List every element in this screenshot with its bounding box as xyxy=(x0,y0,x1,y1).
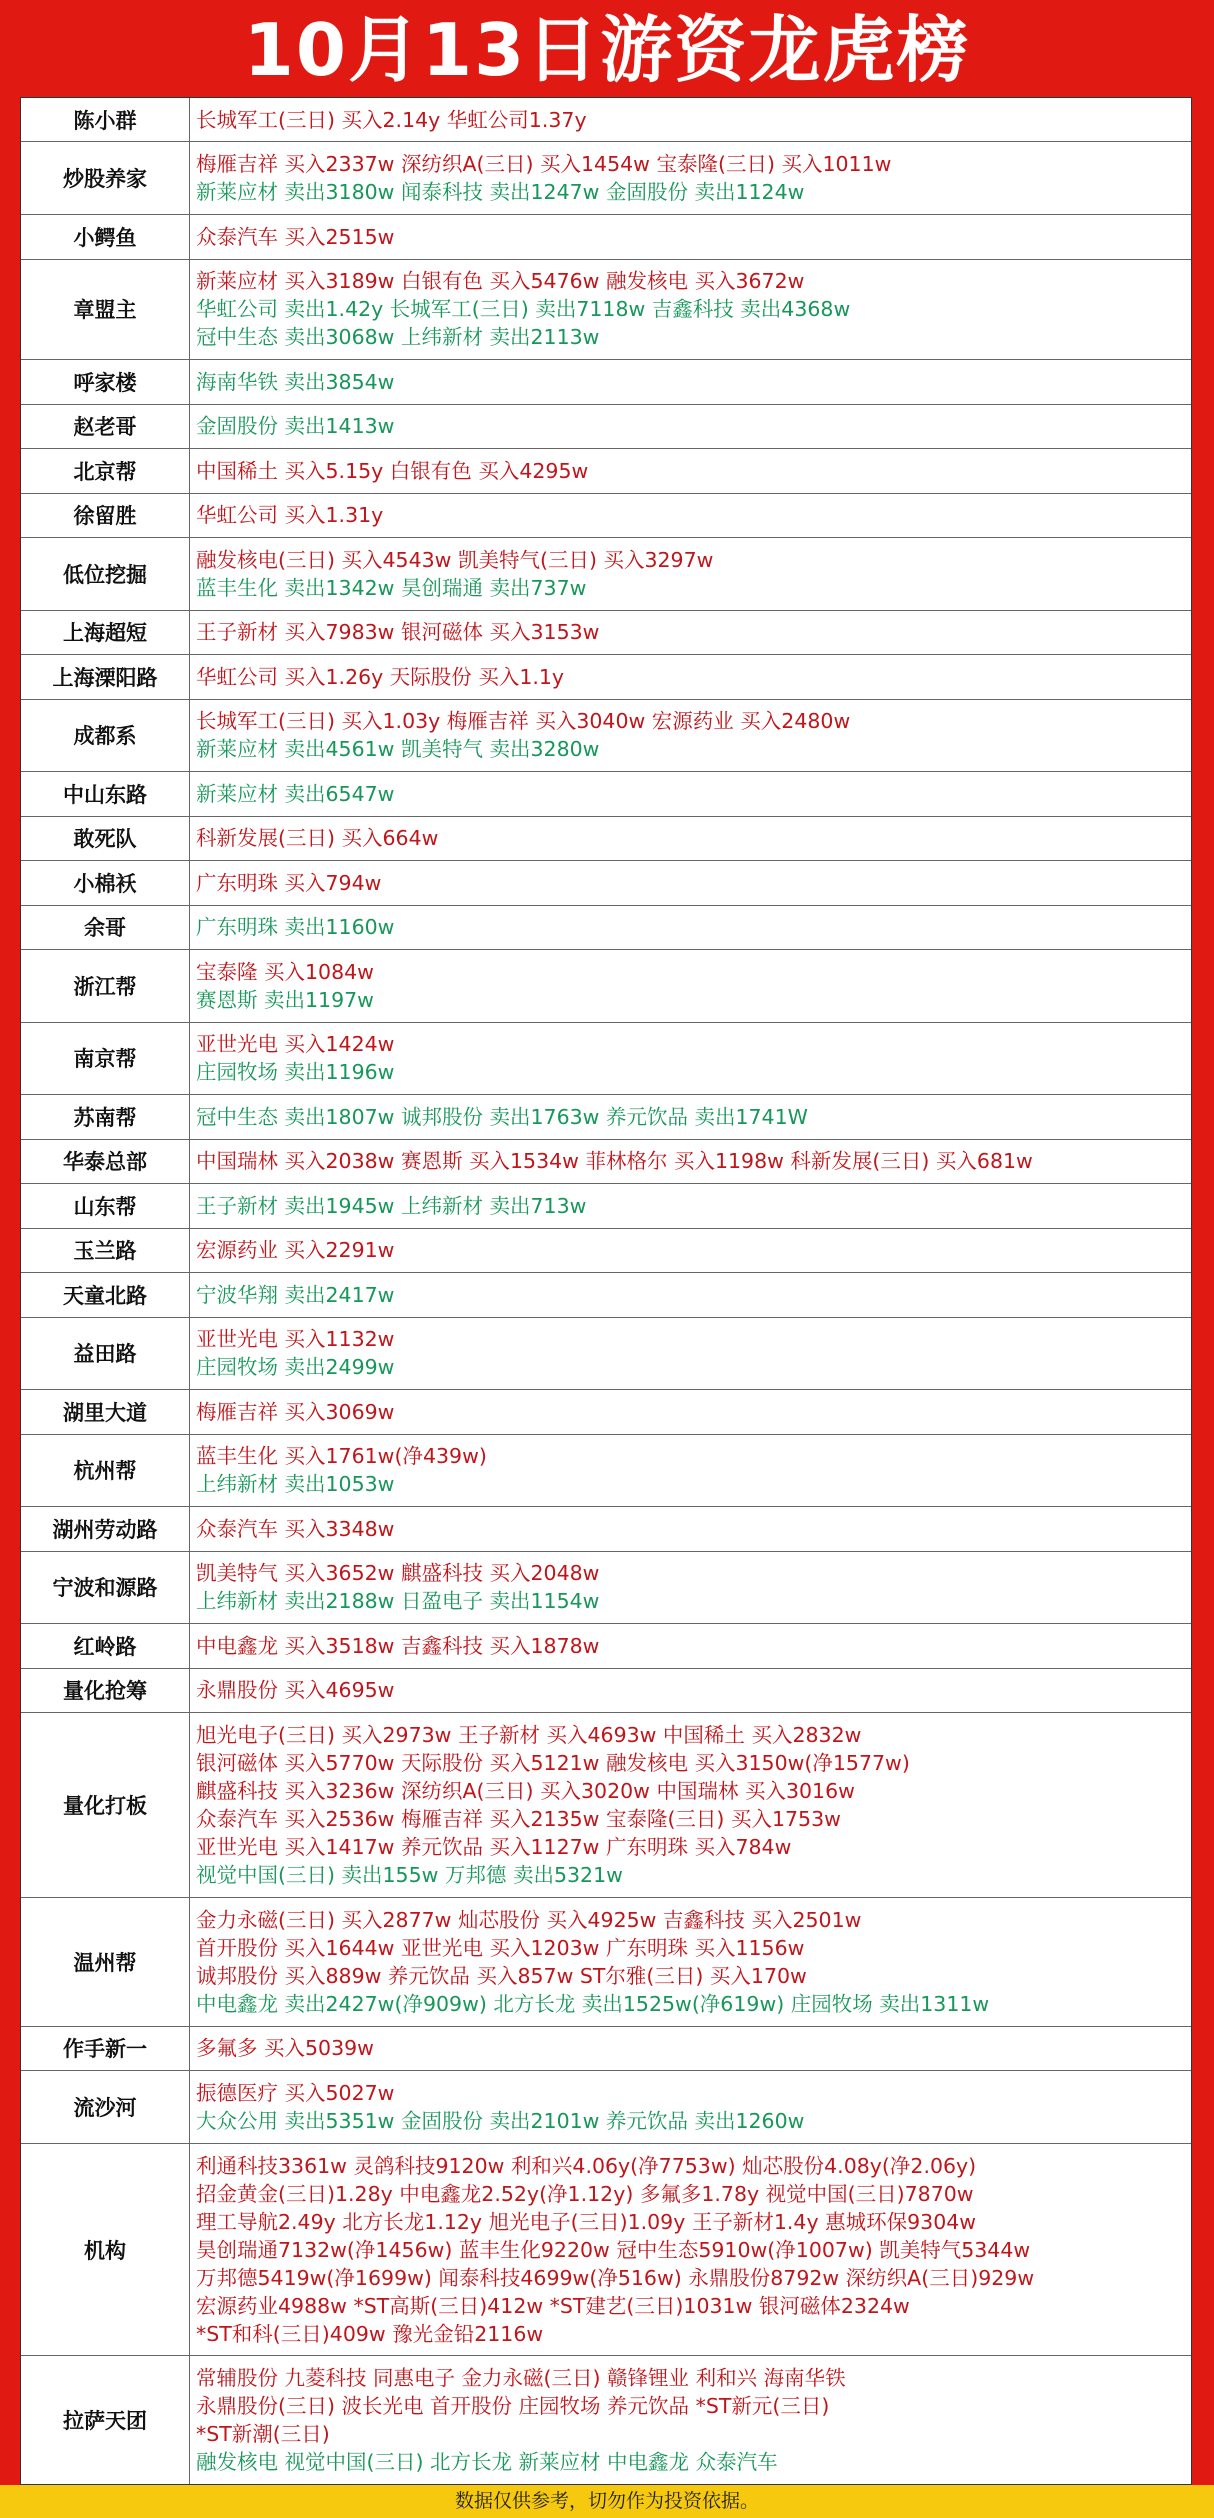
trader-name: 温州帮 xyxy=(21,1898,190,2026)
trade-list xyxy=(190,1140,1191,1183)
trader-name: 小鳄鱼 xyxy=(21,215,190,258)
table-row xyxy=(21,98,1191,142)
buy-record: 广东明珠 买入794w xyxy=(196,870,382,895)
trader-name: 呼家楼 xyxy=(21,360,190,403)
trade-list xyxy=(190,817,1191,860)
table-row xyxy=(21,1318,1191,1391)
disclaimer-footer: 数据仅供参考，切勿作为投资依据。 xyxy=(0,2485,1214,2518)
trader-name: 章盟主 xyxy=(21,260,190,360)
trader-name: 作手新一 xyxy=(21,2027,190,2070)
sell-record: 上纬新材 卖出1053w xyxy=(196,1472,395,1497)
table-row xyxy=(21,142,1191,215)
sell-record: 王子新材 卖出1945w 上纬新材 卖出713w xyxy=(196,1193,587,1218)
sell-record: 蓝丰生化 卖出1342w 昊创瑞通 卖出737w xyxy=(196,575,587,600)
trade-list xyxy=(190,1507,1191,1550)
buy-record: 华虹公司 买入1.31y xyxy=(196,503,384,528)
buy-record: 凯美特气 买入3652w 麒盛科技 买入2048w xyxy=(196,1561,600,1586)
trader-name: 山东帮 xyxy=(21,1184,190,1227)
sell-record: 融发核电 视觉中国(三日) 北方长龙 新莱应材 中电鑫龙 众泰汽车 xyxy=(196,2450,778,2475)
trader-name: 玉兰路 xyxy=(21,1229,190,1272)
trade-list xyxy=(190,1669,1191,1712)
buy-record: *ST和科(三日)409w 豫光金铅2116w xyxy=(196,2321,544,2346)
buy-record: 银河磁体 买入5770w 天际股份 买入5121w 融发核电 买入3150w(净1577w) xyxy=(196,1751,910,1776)
sell-record: 赛恩斯 卖出1197w xyxy=(196,987,374,1012)
table-row xyxy=(21,2144,1191,2357)
table-row xyxy=(21,1507,1191,1551)
buy-record: 宏源药业 买入2291w xyxy=(196,1238,395,1263)
trader-name: 北京帮 xyxy=(21,449,190,492)
sell-record: 庄园牧场 卖出2499w xyxy=(196,1355,395,1380)
trade-list xyxy=(190,98,1191,141)
sell-record: 中电鑫龙 卖出2427w(净909w) 北方长龙 卖出1525w(净619w) 庄园牧场 卖出1311w xyxy=(196,1991,990,2016)
buy-record: 新莱应材 买入3189w 白银有色 买入5476w 融发核电 买入3672w xyxy=(196,269,805,294)
trade-list xyxy=(190,2356,1191,2484)
buy-record: 亚世光电 买入1417w 养元饮品 买入1127w 广东明珠 买入784w xyxy=(196,1835,792,1860)
trade-list xyxy=(190,2144,1191,2356)
trade-list xyxy=(190,1898,1191,2026)
sell-record: 金固股份 卖出1413w xyxy=(196,414,395,439)
buy-record: 旭光电子(三日) 买入2973w 王子新材 买入4693w 中国稀土 买入2832w xyxy=(196,1723,862,1748)
buy-record: 诚邦股份 买入889w 养元饮品 买入857w ST尔雅(三日) 买入170w xyxy=(196,1963,807,1988)
buy-record: 中国瑞林 买入2038w 赛恩斯 买入1534w 菲林格尔 买入1198w 科新发展(三日) 买入681w xyxy=(196,1149,1033,1174)
buy-record: 首开股份 买入1644w 亚世光电 买入1203w 广东明珠 买入1156w xyxy=(196,1935,805,1960)
buy-record: 梅雁吉祥 买入2337w 深纺织A(三日) 买入1454w 宝泰隆(三日) 买入1011w xyxy=(196,152,892,177)
sell-record: 新莱应材 卖出4561w 凯美特气 卖出3280w xyxy=(196,737,600,762)
buy-record: 宏源药业4988w *ST高斯(三日)412w *ST建艺(三日)1031w 银河磁体2324w xyxy=(196,2293,910,2318)
trader-name: 红岭路 xyxy=(21,1624,190,1667)
sell-record: 视觉中国(三日) 卖出155w 万邦德 卖出5321w xyxy=(196,1863,623,1888)
trader-name: 成都系 xyxy=(21,700,190,772)
table-row xyxy=(21,1669,1191,1713)
buy-record: 华虹公司 买入1.26y 天际股份 买入1.1y xyxy=(196,664,565,689)
buy-record: 常辅股份 九菱科技 同惠电子 金力永磁(三日) 赣锋锂业 利和兴 海南华铁 xyxy=(196,2366,846,2391)
trade-list xyxy=(190,611,1191,654)
trade-list xyxy=(190,1023,1191,1095)
trade-list xyxy=(190,700,1191,772)
trader-name: 宁波和源路 xyxy=(21,1552,190,1624)
trade-list xyxy=(190,861,1191,904)
sell-record: 新莱应材 卖出3180w 闻泰科技 卖出1247w 金固股份 卖出1124w xyxy=(196,180,805,205)
buy-record: 中国稀土 买入5.15y 白银有色 买入4295w xyxy=(196,458,589,483)
buy-record: 中电鑫龙 买入3518w 吉鑫科技 买入1878w xyxy=(196,1633,600,1658)
buy-record: 融发核电(三日) 买入4543w 凯美特气(三日) 买入3297w xyxy=(196,547,714,572)
buy-record: 众泰汽车 买入3348w xyxy=(196,1516,395,1541)
sell-record: 宁波华翔 卖出2417w xyxy=(196,1282,395,1307)
trader-name: 陈小群 xyxy=(21,98,190,141)
table-row xyxy=(21,494,1191,538)
trader-name: 余哥 xyxy=(21,906,190,949)
trader-name: 上海溧阳路 xyxy=(21,655,190,698)
trade-list xyxy=(190,494,1191,537)
trade-list xyxy=(190,1184,1191,1227)
buy-record: 亚世光电 买入1132w xyxy=(196,1327,395,1352)
buy-record: 麒盛科技 买入3236w 深纺织A(三日) 买入3020w 中国瑞林 买入3016w xyxy=(196,1779,855,1804)
table-row xyxy=(21,1184,1191,1228)
table-row xyxy=(21,950,1191,1023)
trader-name: 益田路 xyxy=(21,1318,190,1390)
buy-record: 蓝丰生化 买入1761w(净439w) xyxy=(196,1444,487,1469)
trader-name: 炒股养家 xyxy=(21,142,190,214)
trader-name: 机构 xyxy=(21,2144,190,2356)
trader-name: 华泰总部 xyxy=(21,1140,190,1183)
dragon-tiger-table xyxy=(20,97,1192,2485)
sell-record: 大众公用 卖出5351w 金固股份 卖出2101w 养元饮品 卖出1260w xyxy=(196,2108,805,2133)
trade-list xyxy=(190,906,1191,949)
trade-list xyxy=(190,449,1191,492)
buy-record: 众泰汽车 买入2515w xyxy=(196,224,395,249)
sell-record: 上纬新材 卖出2188w 日盈电子 卖出1154w xyxy=(196,1589,600,1614)
trade-list xyxy=(190,1435,1191,1507)
table-row xyxy=(21,2356,1191,2484)
table-row xyxy=(21,1023,1191,1096)
table-row xyxy=(21,1624,1191,1668)
trade-list xyxy=(190,1318,1191,1390)
buy-record: 长城军工(三日) 买入2.14y 华虹公司1.37y xyxy=(196,107,587,132)
trade-list xyxy=(190,215,1191,258)
trader-name: 南京帮 xyxy=(21,1023,190,1095)
buy-record: 永鼎股份 买入4695w xyxy=(196,1678,395,1703)
trade-list xyxy=(190,950,1191,1022)
table-row xyxy=(21,1552,1191,1625)
table-row xyxy=(21,2027,1191,2071)
table-row xyxy=(21,215,1191,259)
sell-record: 新莱应材 卖出6547w xyxy=(196,781,395,806)
trade-list xyxy=(190,360,1191,403)
buy-record: 永鼎股份(三日) 波长光电 首开股份 庄园牧场 养元饮品 *ST新元(三日) xyxy=(196,2394,830,2419)
buy-record: 招金黄金(三日)1.28y 中电鑫龙2.52y(净1.12y) 多氟多1.78y 视觉中国(三日)7870w xyxy=(196,2181,974,2206)
buy-record: 理工导航2.49y 北方长龙1.12y 旭光电子(三日)1.09y 王子新材1.4y 惠城环保9304w xyxy=(196,2209,977,2234)
buy-record: 梅雁吉祥 买入3069w xyxy=(196,1399,395,1424)
table-row xyxy=(21,360,1191,404)
trade-list xyxy=(190,538,1191,610)
buy-record: *ST新潮(三日) xyxy=(196,2422,330,2447)
trader-name: 上海超短 xyxy=(21,611,190,654)
trade-list xyxy=(190,1552,1191,1624)
trader-name: 湖里大道 xyxy=(21,1390,190,1433)
table-row xyxy=(21,1435,1191,1508)
table-row xyxy=(21,861,1191,905)
trade-list xyxy=(190,2071,1191,2143)
buy-record: 多氟多 买入5039w xyxy=(196,2036,374,2061)
trade-list xyxy=(190,2027,1191,2070)
table-row xyxy=(21,1898,1191,2027)
sell-record: 冠中生态 卖出1807w 诚邦股份 卖出1763w 养元饮品 卖出1741W xyxy=(196,1104,808,1129)
table-row xyxy=(21,1095,1191,1139)
sell-record: 华虹公司 卖出1.42y 长城军工(三日) 卖出7118w 吉鑫科技 卖出4368w xyxy=(196,297,851,322)
trade-list xyxy=(190,405,1191,448)
trade-list xyxy=(190,772,1191,815)
table-row xyxy=(21,817,1191,861)
table-row xyxy=(21,655,1191,699)
trader-name: 低位挖掘 xyxy=(21,538,190,610)
trade-list xyxy=(190,1095,1191,1138)
trade-list xyxy=(190,655,1191,698)
table-row xyxy=(21,1713,1191,1898)
table-row xyxy=(21,449,1191,493)
table-row xyxy=(21,1273,1191,1317)
sell-record: 海南华铁 卖出3854w xyxy=(196,369,395,394)
trader-name: 赵老哥 xyxy=(21,405,190,448)
table-row xyxy=(21,2071,1191,2144)
buy-record: 宝泰隆 买入1084w xyxy=(196,959,374,984)
trade-list xyxy=(190,1390,1191,1433)
buy-record: 振德医疗 买入5027w xyxy=(196,2080,395,2105)
trader-name: 天童北路 xyxy=(21,1273,190,1316)
trader-name: 小棉袄 xyxy=(21,861,190,904)
trader-name: 湖州劳动路 xyxy=(21,1507,190,1550)
trade-list xyxy=(190,1229,1191,1272)
sell-record: 庄园牧场 卖出1196w xyxy=(196,1060,395,1085)
trader-name: 流沙河 xyxy=(21,2071,190,2143)
trader-name: 量化抢筹 xyxy=(21,1669,190,1712)
trade-list xyxy=(190,1273,1191,1316)
buy-record: 众泰汽车 买入2536w 梅雁吉祥 买入2135w 宝泰隆(三日) 买入1753w xyxy=(196,1807,841,1832)
trade-list xyxy=(190,1713,1191,1897)
table-row xyxy=(21,772,1191,816)
trade-list xyxy=(190,260,1191,360)
buy-record: 昊创瑞通7132w(净1456w) 蓝丰生化9220w 冠中生态5910w(净1007w) 凯美特气5344w xyxy=(196,2237,1031,2262)
buy-record: 王子新材 买入7983w 银河磁体 买入3153w xyxy=(196,620,600,645)
table-row xyxy=(21,1140,1191,1184)
trade-list xyxy=(190,142,1191,214)
buy-record: 亚世光电 买入1424w xyxy=(196,1032,395,1057)
sell-record: 广东明珠 卖出1160w xyxy=(196,915,395,940)
sell-record: 冠中生态 卖出3068w 上纬新材 卖出2113w xyxy=(196,325,600,350)
trader-name: 敢死队 xyxy=(21,817,190,860)
buy-record: 利通科技3361w 灵鸽科技9120w 利和兴4.06y(净7753w) 灿芯股份4.08y(净2.06y) xyxy=(196,2153,977,2178)
table-row xyxy=(21,538,1191,611)
table-row xyxy=(21,260,1191,361)
trader-name: 中山东路 xyxy=(21,772,190,815)
table-row xyxy=(21,700,1191,773)
page-title: 10月13日游资龙虎榜 xyxy=(243,8,971,92)
buy-record: 长城军工(三日) 买入1.03y 梅雁吉祥 买入3040w 宏源药业 买入2480w xyxy=(196,709,851,734)
trader-name: 杭州帮 xyxy=(21,1435,190,1507)
table-row xyxy=(21,906,1191,950)
table-row xyxy=(21,405,1191,449)
trade-list xyxy=(190,1624,1191,1667)
trader-name: 苏南帮 xyxy=(21,1095,190,1138)
buy-record: 科新发展(三日) 买入664w xyxy=(196,826,439,851)
buy-record: 金力永磁(三日) 买入2877w 灿芯股份 买入4925w 吉鑫科技 买入2501w xyxy=(196,1907,862,1932)
table-row xyxy=(21,611,1191,655)
buy-record: 万邦德5419w(净1699w) 闻泰科技4699w(净516w) 永鼎股份8792w 深纺织A(三日)929w xyxy=(196,2265,1035,2290)
trader-name: 徐留胜 xyxy=(21,494,190,537)
table-row xyxy=(21,1390,1191,1434)
table-row xyxy=(21,1229,1191,1273)
trader-name: 量化打板 xyxy=(21,1713,190,1897)
trader-name: 浙江帮 xyxy=(21,950,190,1022)
trader-name: 拉萨天团 xyxy=(21,2356,190,2484)
